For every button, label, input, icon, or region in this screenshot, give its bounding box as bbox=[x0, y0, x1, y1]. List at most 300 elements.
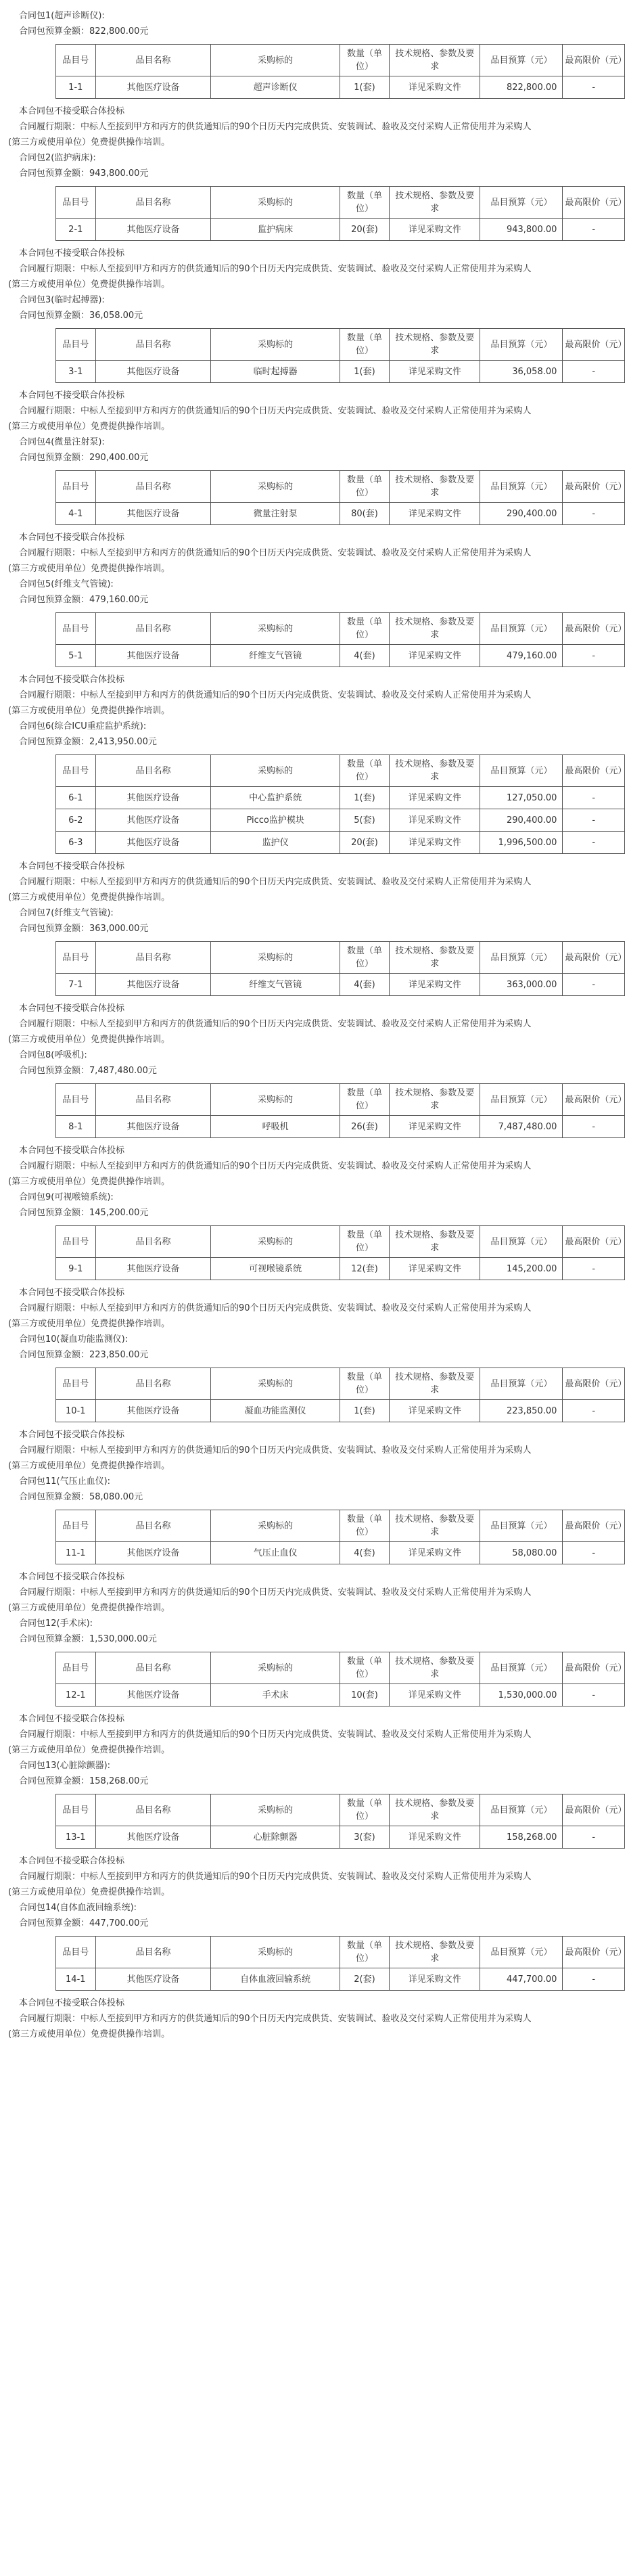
cell-specs: 详见采购文件 bbox=[390, 1826, 480, 1849]
consortium-note: 本合同包不接受联合体投标 bbox=[19, 390, 125, 401]
cell-specs: 详见采购文件 bbox=[390, 787, 480, 809]
header-max-price: 最高限价（元） bbox=[563, 613, 625, 645]
cell-subject: 自体血液回输系统 bbox=[211, 1968, 340, 1991]
table-header-row bbox=[56, 471, 625, 503]
package-title: 合同包7(纤维支气管镜): bbox=[19, 908, 114, 918]
header-quantity: 数量（单位） bbox=[340, 1084, 389, 1116]
cell-quantity: 1(套) bbox=[340, 787, 389, 809]
header-item-name: 品目名称 bbox=[95, 1084, 211, 1116]
header-subject: 采购标的 bbox=[211, 1084, 340, 1116]
header-item-no: 品目号 bbox=[56, 1368, 96, 1400]
header-item-name: 品目名称 bbox=[95, 613, 211, 645]
cell-subject: 手术床 bbox=[211, 1684, 340, 1707]
performance-period-cont: (第三方或使用单位）免费提供操作培训。 bbox=[8, 706, 170, 716]
header-specs: 技术规格、参数及要求 bbox=[390, 942, 480, 974]
cell-max-price: - bbox=[563, 1542, 625, 1564]
cell-max-price: - bbox=[563, 1400, 625, 1422]
cell-max-price: - bbox=[563, 832, 625, 854]
cell-quantity: 3(套) bbox=[340, 1826, 389, 1849]
header-specs: 技术规格、参数及要求 bbox=[390, 1652, 480, 1684]
table-header-row bbox=[56, 1794, 625, 1826]
header-specs: 技术规格、参数及要求 bbox=[390, 755, 480, 787]
header-max-price: 最高限价（元） bbox=[563, 1652, 625, 1684]
contract-package bbox=[8, 1332, 627, 1474]
package-table bbox=[55, 44, 625, 99]
contract-package bbox=[8, 150, 627, 292]
cell-budget: 290,400.00 bbox=[480, 809, 563, 832]
header-item-name: 品目名称 bbox=[95, 1652, 211, 1684]
cell-item-no: 7-1 bbox=[56, 974, 96, 996]
package-budget: 合同包预算金额：36,058.00元 bbox=[19, 311, 143, 321]
header-subject: 采购标的 bbox=[211, 942, 340, 974]
performance-period: 合同履行期限：中标人至接到甲方和丙方的供货通知后的90个日历天内完成供货、安装调试、验收及交付采购人正常使用并为采购人 bbox=[19, 1303, 532, 1313]
cell-item-name: 其他医疗设备 bbox=[95, 1684, 211, 1707]
package-budget: 合同包预算金额：223,850.00元 bbox=[19, 1350, 149, 1360]
performance-period: 合同履行期限：中标人至接到甲方和丙方的供货通知后的90个日历天内完成供货、安装调试、验收及交付采购人正常使用并为采购人 bbox=[19, 877, 532, 887]
table-header-row bbox=[56, 755, 625, 787]
consortium-note: 本合同包不接受联合体投标 bbox=[19, 106, 125, 116]
package-table bbox=[55, 1083, 625, 1138]
performance-period-cont: (第三方或使用单位）免费提供操作培训。 bbox=[8, 1461, 170, 1471]
cell-budget: 158,268.00 bbox=[480, 1826, 563, 1849]
cell-max-price: - bbox=[563, 503, 625, 525]
header-max-price: 最高限价（元） bbox=[563, 329, 625, 361]
contract-package bbox=[8, 905, 627, 1047]
contract-package bbox=[8, 1474, 627, 1616]
cell-specs: 详见采购文件 bbox=[390, 503, 480, 525]
cell-item-name: 其他医疗设备 bbox=[95, 1968, 211, 1991]
performance-period-cont: (第三方或使用单位）免费提供操作培训。 bbox=[8, 1603, 170, 1613]
contract-package bbox=[8, 1758, 627, 1900]
table-row bbox=[56, 974, 625, 996]
table-row bbox=[56, 1116, 625, 1138]
cell-specs: 详见采购文件 bbox=[390, 1684, 480, 1707]
cell-item-name: 其他医疗设备 bbox=[95, 361, 211, 383]
package-table bbox=[55, 754, 625, 854]
header-max-price: 最高限价（元） bbox=[563, 1368, 625, 1400]
cell-item-no: 9-1 bbox=[56, 1258, 96, 1280]
table-header-row bbox=[56, 1937, 625, 1968]
package-title: 合同包9(可视喉镜系统): bbox=[19, 1192, 114, 1202]
cell-budget: 127,050.00 bbox=[480, 787, 563, 809]
cell-quantity: 4(套) bbox=[340, 974, 389, 996]
header-max-price: 最高限价（元） bbox=[563, 1794, 625, 1826]
table-row bbox=[56, 503, 625, 525]
package-budget: 合同包预算金额：822,800.00元 bbox=[19, 26, 149, 37]
cell-max-price: - bbox=[563, 1684, 625, 1707]
consortium-note: 本合同包不接受联合体投标 bbox=[19, 1856, 125, 1866]
cell-item-name: 其他医疗设备 bbox=[95, 832, 211, 854]
header-specs: 技术规格、参数及要求 bbox=[390, 187, 480, 219]
header-subject: 采购标的 bbox=[211, 1937, 340, 1968]
package-budget: 合同包预算金额：479,160.00元 bbox=[19, 595, 149, 605]
cell-subject: 中心监护系统 bbox=[211, 787, 340, 809]
table-row bbox=[56, 219, 625, 241]
table-row bbox=[56, 787, 625, 809]
header-subject: 采购标的 bbox=[211, 1226, 340, 1258]
cell-item-name: 其他医疗设备 bbox=[95, 503, 211, 525]
cell-budget: 145,200.00 bbox=[480, 1258, 563, 1280]
cell-item-name: 其他医疗设备 bbox=[95, 1116, 211, 1138]
package-budget: 合同包预算金额：363,000.00元 bbox=[19, 924, 149, 934]
header-specs: 技术规格、参数及要求 bbox=[390, 1084, 480, 1116]
header-budget: 品目预算（元） bbox=[480, 1084, 563, 1116]
contract-package bbox=[8, 1190, 627, 1332]
header-item-name: 品目名称 bbox=[95, 329, 211, 361]
table-header-row bbox=[56, 187, 625, 219]
header-specs: 技术规格、参数及要求 bbox=[390, 1510, 480, 1542]
cell-item-no: 13-1 bbox=[56, 1826, 96, 1849]
table-header-row bbox=[56, 329, 625, 361]
cell-item-name: 其他医疗设备 bbox=[95, 809, 211, 832]
cell-quantity: 20(套) bbox=[340, 832, 389, 854]
performance-period-cont: (第三方或使用单位）免费提供操作培训。 bbox=[8, 1887, 170, 1897]
cell-item-no: 6-2 bbox=[56, 809, 96, 832]
header-max-price: 最高限价（元） bbox=[563, 45, 625, 76]
performance-period-cont: (第三方或使用单位）免费提供操作培训。 bbox=[8, 422, 170, 432]
package-title: 合同包13(心脏除颤器): bbox=[19, 1761, 111, 1771]
package-table bbox=[55, 1794, 625, 1849]
package-title: 合同包14(自体血液回输系统): bbox=[19, 1903, 137, 1913]
performance-period-cont: (第三方或使用单位）免费提供操作培训。 bbox=[8, 1745, 170, 1755]
cell-quantity: 12(套) bbox=[340, 1258, 389, 1280]
cell-item-no: 2-1 bbox=[56, 219, 96, 241]
cell-budget: 58,080.00 bbox=[480, 1542, 563, 1564]
cell-quantity: 5(套) bbox=[340, 809, 389, 832]
header-max-price: 最高限价（元） bbox=[563, 471, 625, 503]
header-item-no: 品目号 bbox=[56, 45, 96, 76]
cell-specs: 详见采购文件 bbox=[390, 1258, 480, 1280]
header-specs: 技术规格、参数及要求 bbox=[390, 329, 480, 361]
header-item-name: 品目名称 bbox=[95, 755, 211, 787]
package-budget: 合同包预算金额：1,530,000.00元 bbox=[19, 1634, 157, 1644]
table-row bbox=[56, 1400, 625, 1422]
header-quantity: 数量（单位） bbox=[340, 755, 389, 787]
cell-item-name: 其他医疗设备 bbox=[95, 76, 211, 99]
header-item-no: 品目号 bbox=[56, 942, 96, 974]
table-header-row bbox=[56, 942, 625, 974]
header-subject: 采购标的 bbox=[211, 755, 340, 787]
cell-max-price: - bbox=[563, 1968, 625, 1991]
cell-specs: 详见采购文件 bbox=[390, 1400, 480, 1422]
consortium-note: 本合同包不接受联合体投标 bbox=[19, 1288, 125, 1298]
performance-period: 合同履行期限：中标人至接到甲方和丙方的供货通知后的90个日历天内完成供货、安装调试、验收及交付采购人正常使用并为采购人 bbox=[19, 264, 532, 274]
package-title: 合同包2(监护病床): bbox=[19, 153, 96, 163]
cell-quantity: 80(套) bbox=[340, 503, 389, 525]
cell-budget: 1,530,000.00 bbox=[480, 1684, 563, 1707]
cell-specs: 详见采购文件 bbox=[390, 809, 480, 832]
performance-period: 合同履行期限：中标人至接到甲方和丙方的供货通知后的90个日历天内完成供货、安装调试、验收及交付采购人正常使用并为采购人 bbox=[19, 690, 532, 700]
table-header-row bbox=[56, 1368, 625, 1400]
performance-period-cont: (第三方或使用单位）免费提供操作培训。 bbox=[8, 892, 170, 903]
header-subject: 采购标的 bbox=[211, 45, 340, 76]
performance-period: 合同履行期限：中标人至接到甲方和丙方的供货通知后的90个日历天内完成供货、安装调试、验收及交付采购人正常使用并为采购人 bbox=[19, 2014, 532, 2024]
header-subject: 采购标的 bbox=[211, 471, 340, 503]
table-row bbox=[56, 1684, 625, 1707]
table-header-row bbox=[56, 1226, 625, 1258]
header-budget: 品目预算（元） bbox=[480, 471, 563, 503]
cell-specs: 详见采购文件 bbox=[390, 832, 480, 854]
header-quantity: 数量（单位） bbox=[340, 471, 389, 503]
cell-subject: 可视喉镜系统 bbox=[211, 1258, 340, 1280]
consortium-note: 本合同包不接受联合体投标 bbox=[19, 533, 125, 543]
cell-specs: 详见采购文件 bbox=[390, 1542, 480, 1564]
header-budget: 品目预算（元） bbox=[480, 1794, 563, 1826]
cell-quantity: 26(套) bbox=[340, 1116, 389, 1138]
cell-subject: 纤维支气管镜 bbox=[211, 645, 340, 667]
performance-period-cont: (第三方或使用单位）免费提供操作培训。 bbox=[8, 1319, 170, 1329]
cell-max-price: - bbox=[563, 361, 625, 383]
package-table bbox=[55, 186, 625, 241]
performance-period: 合同履行期限：中标人至接到甲方和丙方的供货通知后的90个日历天内完成供货、安装调试、验收及交付采购人正常使用并为采购人 bbox=[19, 406, 532, 416]
header-specs: 技术规格、参数及要求 bbox=[390, 1794, 480, 1826]
contract-package bbox=[8, 1047, 627, 1190]
header-max-price: 最高限价（元） bbox=[563, 942, 625, 974]
cell-max-price: - bbox=[563, 645, 625, 667]
performance-period-cont: (第三方或使用单位）免费提供操作培训。 bbox=[8, 2029, 170, 2039]
cell-item-name: 其他医疗设备 bbox=[95, 219, 211, 241]
header-specs: 技术规格、参数及要求 bbox=[390, 1368, 480, 1400]
performance-period: 合同履行期限：中标人至接到甲方和丙方的供货通知后的90个日历天内完成供货、安装调试、验收及交付采购人正常使用并为采购人 bbox=[19, 1161, 532, 1171]
package-budget: 合同包预算金额：943,800.00元 bbox=[19, 168, 149, 179]
header-item-name: 品目名称 bbox=[95, 1510, 211, 1542]
cell-max-price: - bbox=[563, 76, 625, 99]
header-budget: 品目预算（元） bbox=[480, 1937, 563, 1968]
table-row bbox=[56, 1258, 625, 1280]
header-item-name: 品目名称 bbox=[95, 1794, 211, 1826]
header-specs: 技术规格、参数及要求 bbox=[390, 1937, 480, 1968]
header-quantity: 数量（单位） bbox=[340, 942, 389, 974]
cell-subject: 纤维支气管镜 bbox=[211, 974, 340, 996]
package-budget: 合同包预算金额：7,487,480.00元 bbox=[19, 1066, 157, 1076]
cell-item-no: 14-1 bbox=[56, 1968, 96, 1991]
header-subject: 采购标的 bbox=[211, 1368, 340, 1400]
table-row bbox=[56, 809, 625, 832]
table-header-row bbox=[56, 1652, 625, 1684]
table-row bbox=[56, 1968, 625, 1991]
header-specs: 技术规格、参数及要求 bbox=[390, 45, 480, 76]
table-row bbox=[56, 1826, 625, 1849]
cell-item-no: 8-1 bbox=[56, 1116, 96, 1138]
header-quantity: 数量（单位） bbox=[340, 1937, 389, 1968]
package-table bbox=[55, 328, 625, 383]
cell-budget: 223,850.00 bbox=[480, 1400, 563, 1422]
contract-package bbox=[8, 1616, 627, 1758]
cell-specs: 详见采购文件 bbox=[390, 974, 480, 996]
performance-period: 合同履行期限：中标人至接到甲方和丙方的供货通知后的90个日历天内完成供货、安装调试、验收及交付采购人正常使用并为采购人 bbox=[19, 1730, 532, 1740]
header-specs: 技术规格、参数及要求 bbox=[390, 1226, 480, 1258]
package-title: 合同包10(凝血功能监测仪): bbox=[19, 1334, 129, 1345]
cell-quantity: 1(套) bbox=[340, 1400, 389, 1422]
cell-item-no: 6-3 bbox=[56, 832, 96, 854]
package-title: 合同包12(手术床): bbox=[19, 1619, 93, 1629]
header-max-price: 最高限价（元） bbox=[563, 1937, 625, 1968]
cell-quantity: 20(套) bbox=[340, 219, 389, 241]
cell-item-name: 其他医疗设备 bbox=[95, 1826, 211, 1849]
performance-period: 合同履行期限：中标人至接到甲方和丙方的供货通知后的90个日历天内完成供货、安装调试、验收及交付采购人正常使用并为采购人 bbox=[19, 1587, 532, 1598]
header-max-price: 最高限价（元） bbox=[563, 1084, 625, 1116]
contract-package bbox=[8, 577, 627, 719]
performance-period-cont: (第三方或使用单位）免费提供操作培训。 bbox=[8, 137, 170, 148]
contract-package bbox=[8, 292, 627, 434]
header-item-name: 品目名称 bbox=[95, 1368, 211, 1400]
table-row bbox=[56, 645, 625, 667]
header-budget: 品目预算（元） bbox=[480, 613, 563, 645]
package-budget: 合同包预算金额：158,268.00元 bbox=[19, 1776, 149, 1786]
header-item-no: 品目号 bbox=[56, 1794, 96, 1826]
cell-subject: 呼吸机 bbox=[211, 1116, 340, 1138]
cell-subject: 凝血功能监测仪 bbox=[211, 1400, 340, 1422]
header-max-price: 最高限价（元） bbox=[563, 187, 625, 219]
cell-item-name: 其他医疗设备 bbox=[95, 974, 211, 996]
table-header-row bbox=[56, 1510, 625, 1542]
cell-item-no: 4-1 bbox=[56, 503, 96, 525]
cell-item-no: 5-1 bbox=[56, 645, 96, 667]
header-item-no: 品目号 bbox=[56, 1226, 96, 1258]
package-table bbox=[55, 1936, 625, 1991]
header-item-no: 品目号 bbox=[56, 1084, 96, 1116]
header-item-no: 品目号 bbox=[56, 1652, 96, 1684]
contract-package bbox=[8, 1900, 627, 2042]
cell-subject: 心脏除颤器 bbox=[211, 1826, 340, 1849]
package-table bbox=[55, 470, 625, 525]
performance-period: 合同履行期限：中标人至接到甲方和丙方的供货通知后的90个日历天内完成供货、安装调试、验收及交付采购人正常使用并为采购人 bbox=[19, 1445, 532, 1455]
header-max-price: 最高限价（元） bbox=[563, 755, 625, 787]
cell-subject: 临时起搏器 bbox=[211, 361, 340, 383]
consortium-note: 本合同包不接受联合体投标 bbox=[19, 1714, 125, 1724]
table-row bbox=[56, 832, 625, 854]
package-title: 合同包6(综合ICU重症监护系统): bbox=[19, 721, 147, 731]
cell-specs: 详见采购文件 bbox=[390, 1968, 480, 1991]
cell-max-price: - bbox=[563, 1116, 625, 1138]
package-title: 合同包11(气压止血仪): bbox=[19, 1476, 111, 1487]
header-quantity: 数量（单位） bbox=[340, 1652, 389, 1684]
cell-item-name: 其他医疗设备 bbox=[95, 645, 211, 667]
cell-budget: 1,996,500.00 bbox=[480, 832, 563, 854]
header-item-no: 品目号 bbox=[56, 187, 96, 219]
consortium-note: 本合同包不接受联合体投标 bbox=[19, 675, 125, 685]
cell-max-price: - bbox=[563, 1258, 625, 1280]
consortium-note: 本合同包不接受联合体投标 bbox=[19, 248, 125, 258]
contract-package bbox=[8, 8, 627, 150]
package-table bbox=[55, 1368, 625, 1422]
performance-period-cont: (第三方或使用单位）免费提供操作培训。 bbox=[8, 1035, 170, 1045]
header-budget: 品目预算（元） bbox=[480, 1226, 563, 1258]
performance-period-cont: (第三方或使用单位）免费提供操作培训。 bbox=[8, 1177, 170, 1187]
cell-quantity: 1(套) bbox=[340, 361, 389, 383]
table-row bbox=[56, 76, 625, 99]
header-item-name: 品目名称 bbox=[95, 471, 211, 503]
header-subject: 采购标的 bbox=[211, 613, 340, 645]
cell-quantity: 10(套) bbox=[340, 1684, 389, 1707]
cell-quantity: 4(套) bbox=[340, 1542, 389, 1564]
header-item-no: 品目号 bbox=[56, 1937, 96, 1968]
header-item-no: 品目号 bbox=[56, 329, 96, 361]
package-title: 合同包1(超声诊断仪): bbox=[19, 11, 105, 21]
cell-budget: 822,800.00 bbox=[480, 76, 563, 99]
header-budget: 品目预算（元） bbox=[480, 329, 563, 361]
performance-period-cont: (第三方或使用单位）免费提供操作培训。 bbox=[8, 279, 170, 290]
cell-subject: 监护仪 bbox=[211, 832, 340, 854]
package-table bbox=[55, 941, 625, 996]
cell-specs: 详见采购文件 bbox=[390, 219, 480, 241]
header-quantity: 数量（单位） bbox=[340, 1794, 389, 1826]
cell-budget: 943,800.00 bbox=[480, 219, 563, 241]
cell-specs: 详见采购文件 bbox=[390, 1116, 480, 1138]
package-title: 合同包5(纤维支气管镜): bbox=[19, 579, 114, 589]
header-item-name: 品目名称 bbox=[95, 187, 211, 219]
cell-budget: 7,487,480.00 bbox=[480, 1116, 563, 1138]
package-table bbox=[55, 1652, 625, 1707]
header-specs: 技术规格、参数及要求 bbox=[390, 471, 480, 503]
cell-subject: 气压止血仪 bbox=[211, 1542, 340, 1564]
header-quantity: 数量（单位） bbox=[340, 1510, 389, 1542]
package-title: 合同包8(呼吸机): bbox=[19, 1050, 87, 1060]
cell-specs: 详见采购文件 bbox=[390, 645, 480, 667]
consortium-note: 本合同包不接受联合体投标 bbox=[19, 1998, 125, 2008]
header-quantity: 数量（单位） bbox=[340, 1368, 389, 1400]
consortium-note: 本合同包不接受联合体投标 bbox=[19, 1146, 125, 1156]
header-budget: 品目预算（元） bbox=[480, 1368, 563, 1400]
header-budget: 品目预算（元） bbox=[480, 45, 563, 76]
cell-specs: 详见采购文件 bbox=[390, 361, 480, 383]
header-quantity: 数量（单位） bbox=[340, 329, 389, 361]
cell-item-no: 12-1 bbox=[56, 1684, 96, 1707]
header-budget: 品目预算（元） bbox=[480, 942, 563, 974]
cell-specs: 详见采购文件 bbox=[390, 76, 480, 99]
package-budget: 合同包预算金额：290,400.00元 bbox=[19, 453, 149, 463]
package-table bbox=[55, 1510, 625, 1564]
cell-item-no: 3-1 bbox=[56, 361, 96, 383]
contract-package bbox=[8, 434, 627, 577]
package-budget: 合同包预算金额：58,080.00元 bbox=[19, 1492, 143, 1502]
cell-quantity: 4(套) bbox=[340, 645, 389, 667]
header-max-price: 最高限价（元） bbox=[563, 1226, 625, 1258]
header-budget: 品目预算（元） bbox=[480, 187, 563, 219]
header-item-no: 品目号 bbox=[56, 471, 96, 503]
package-title: 合同包3(临时起搏器): bbox=[19, 295, 105, 305]
performance-period: 合同履行期限：中标人至接到甲方和丙方的供货通知后的90个日历天内完成供货、安装调试、验收及交付采购人正常使用并为采购人 bbox=[19, 1019, 532, 1029]
cell-subject: 超声诊断仪 bbox=[211, 76, 340, 99]
cell-subject: 监护病床 bbox=[211, 219, 340, 241]
cell-item-name: 其他医疗设备 bbox=[95, 1400, 211, 1422]
consortium-note: 本合同包不接受联合体投标 bbox=[19, 1572, 125, 1582]
header-item-no: 品目号 bbox=[56, 755, 96, 787]
cell-budget: 447,700.00 bbox=[480, 1968, 563, 1991]
package-budget: 合同包预算金额：145,200.00元 bbox=[19, 1208, 149, 1218]
header-subject: 采购标的 bbox=[211, 187, 340, 219]
consortium-note: 本合同包不接受联合体投标 bbox=[19, 861, 125, 872]
header-subject: 采购标的 bbox=[211, 1510, 340, 1542]
cell-subject: 微量注射泵 bbox=[211, 503, 340, 525]
header-budget: 品目预算（元） bbox=[480, 1510, 563, 1542]
cell-item-no: 6-1 bbox=[56, 787, 96, 809]
performance-period: 合同履行期限：中标人至接到甲方和丙方的供货通知后的90个日历天内完成供货、安装调试、验收及交付采购人正常使用并为采购人 bbox=[19, 548, 532, 558]
header-subject: 采购标的 bbox=[211, 329, 340, 361]
performance-period-cont: (第三方或使用单位）免费提供操作培训。 bbox=[8, 564, 170, 574]
header-quantity: 数量（单位） bbox=[340, 1226, 389, 1258]
cell-budget: 479,160.00 bbox=[480, 645, 563, 667]
cell-quantity: 2(套) bbox=[340, 1968, 389, 1991]
package-title: 合同包4(微量注射泵): bbox=[19, 437, 105, 447]
cell-item-no: 1-1 bbox=[56, 76, 96, 99]
contract-package bbox=[8, 719, 627, 905]
cell-item-name: 其他医疗设备 bbox=[95, 1542, 211, 1564]
cell-item-name: 其他医疗设备 bbox=[95, 787, 211, 809]
header-budget: 品目预算（元） bbox=[480, 755, 563, 787]
cell-max-price: - bbox=[563, 1826, 625, 1849]
header-item-name: 品目名称 bbox=[95, 942, 211, 974]
